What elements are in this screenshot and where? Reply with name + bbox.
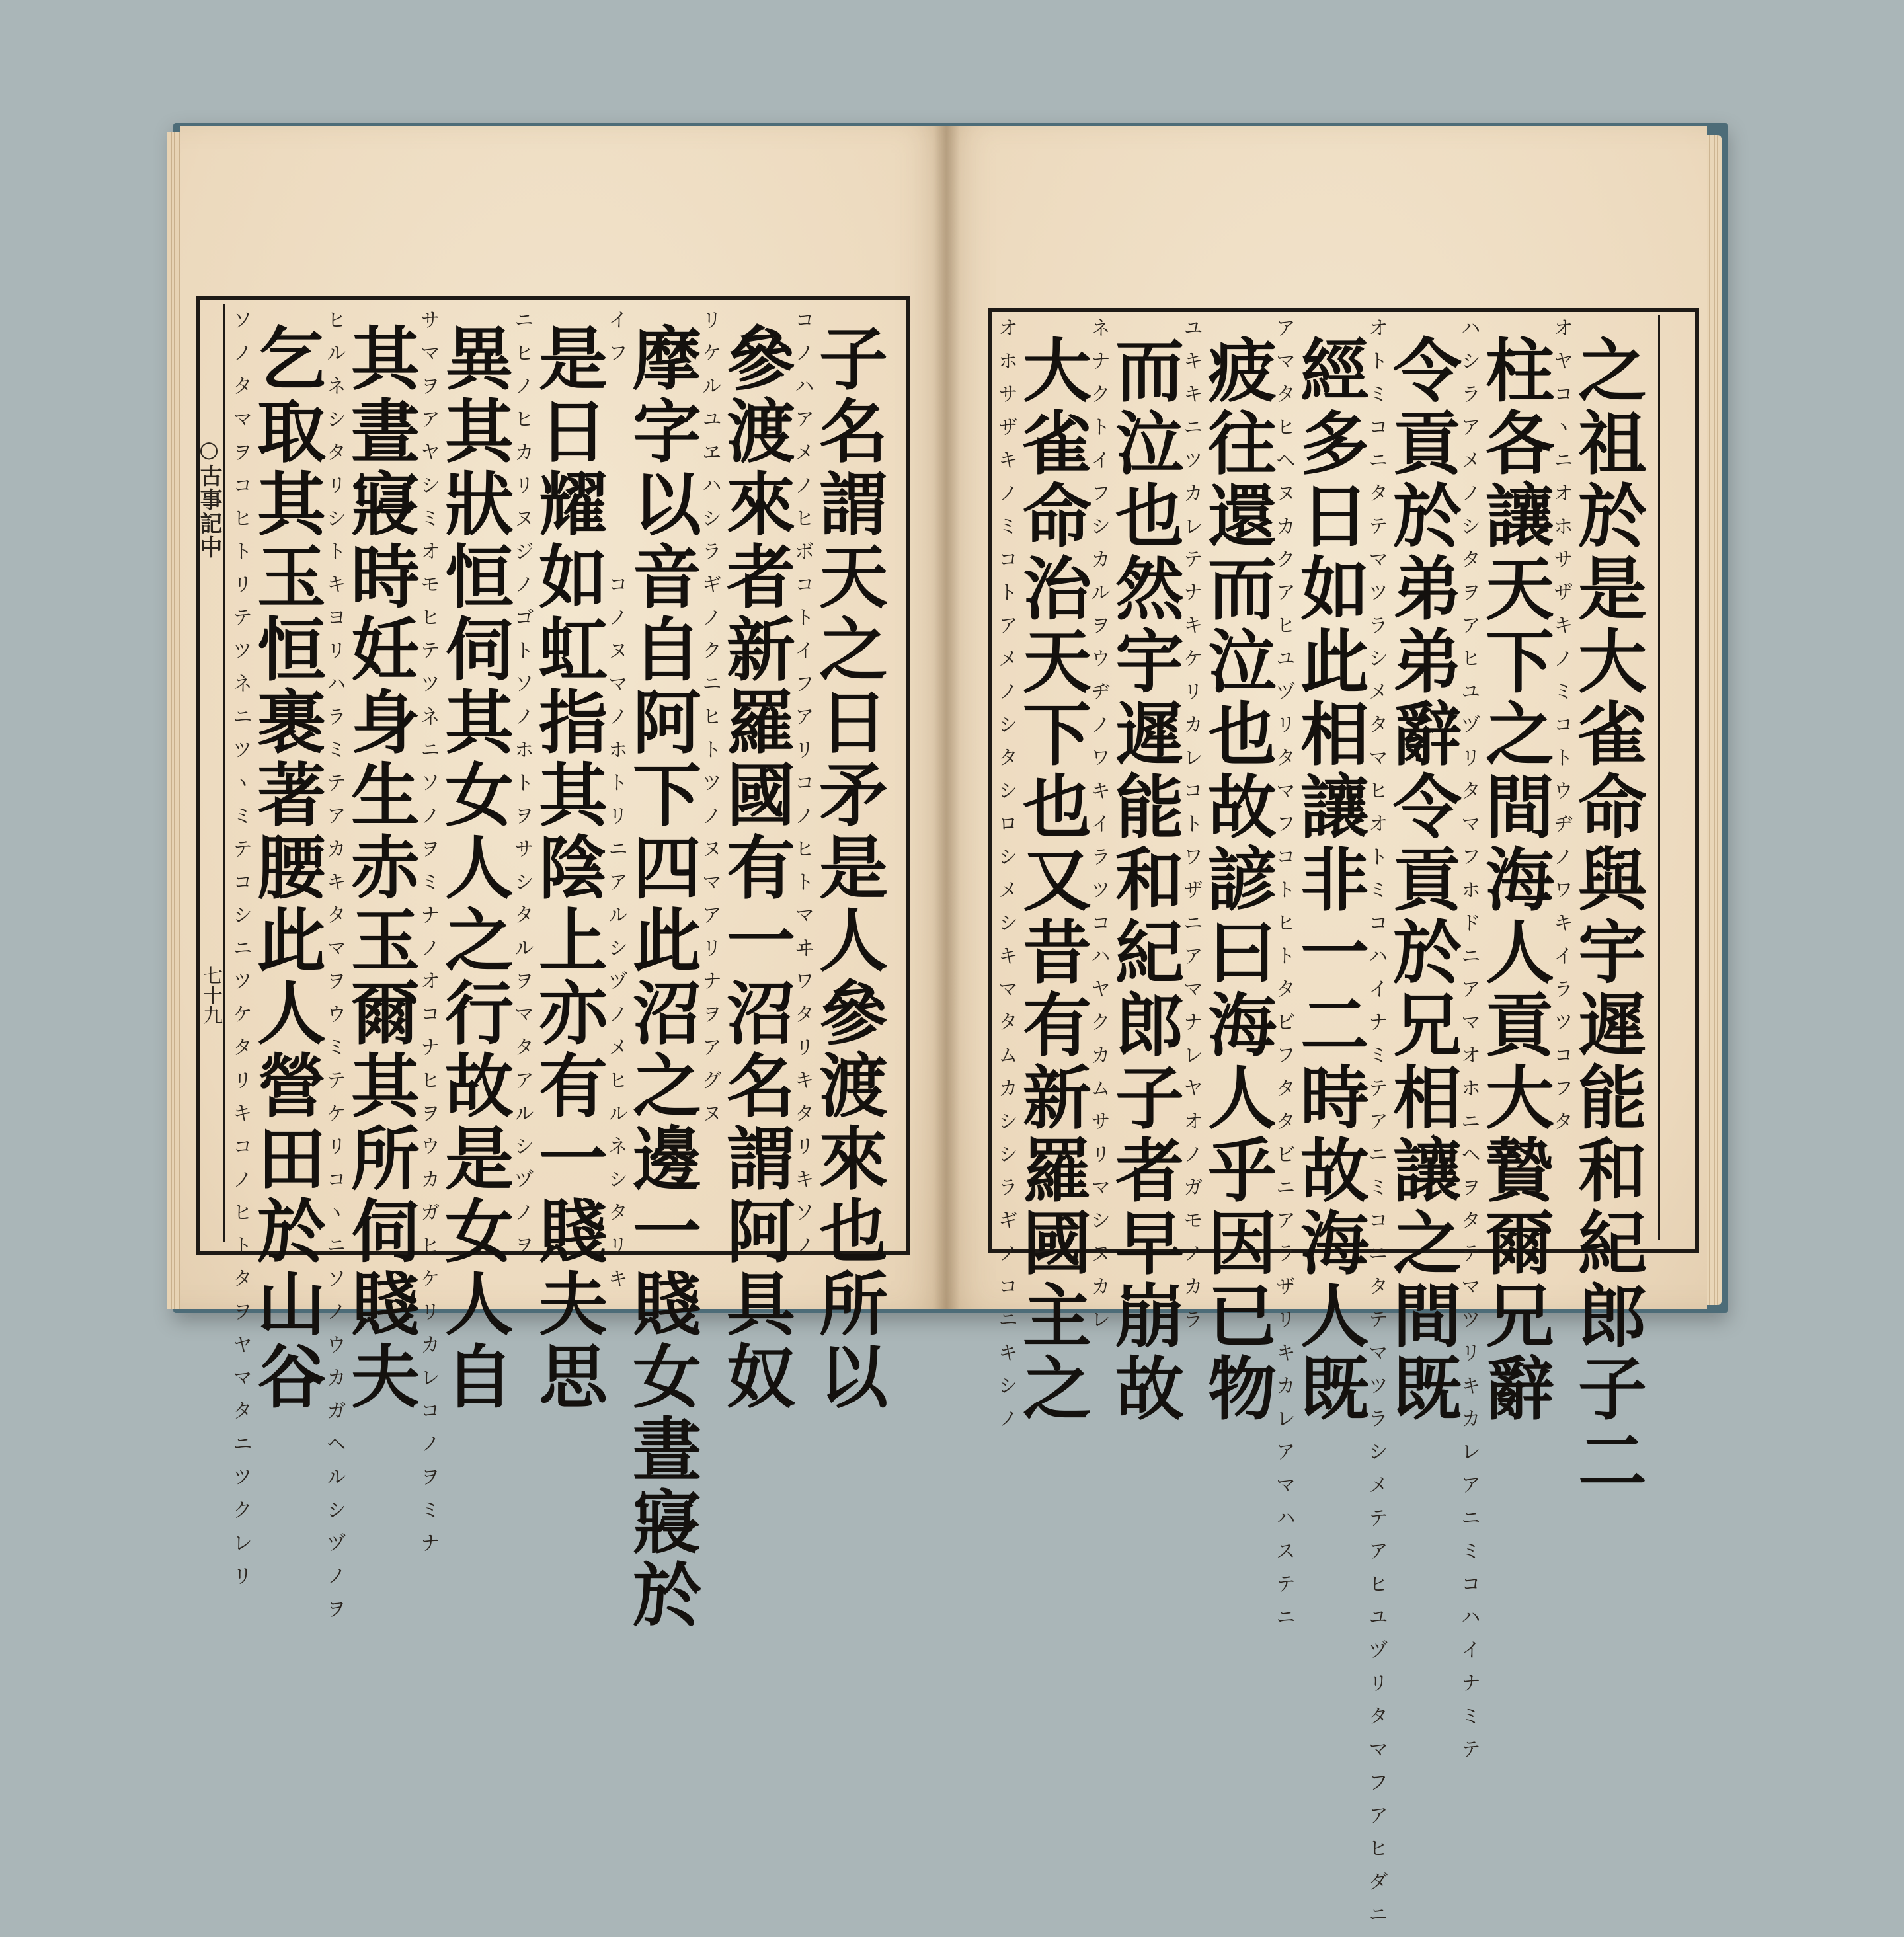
right-column-4: 經多日如此相讓非一二時故海人既 (1289, 335, 1370, 1425)
left-ruby-5: サマヲアヤシミオモヒテツネニソノヲミナノオコナヒヲウカガヒケリカレコノヲミナ (416, 309, 440, 1565)
left-column-6: 其晝寢時妊身生赤玉爾其所伺賤夫 (339, 323, 420, 1413)
right-column-1: 之祖於是大雀命與宇遲能和紀郎子二 (1566, 335, 1647, 1498)
right-column-3: 令貢於弟弟辭令貢於兄相讓之間既 (1381, 335, 1462, 1425)
right-margin-rule (1658, 315, 1660, 1240)
left-ruby-1: コノハアメノヒボコトイフアリコノヒトマヰワタリキタリキソノ (791, 309, 814, 1268)
left-ruby-6: ヒルネシタリシトキヨリハラミテアカキタマヲウミテケリコヽニソノウカガヘルシヅノヲ (323, 309, 346, 1632)
left-ruby-2: リケルユヱハシラギノクニヒトツノヌマアリナヲアグヌ (698, 309, 721, 1136)
right-ruby-4: アマタヒヘヌカクアヒユヅリタマフコトヒトタビフタタビニアラザリキカレアマハステニ (1272, 317, 1295, 1640)
left-column-4: 是日耀如虹指其陰上亦有一賤夫思 (527, 323, 608, 1413)
right-ruby-7: オホサザキノミコトアメノシタシロシメシキマタムカシシラギノコニキシノ (994, 317, 1017, 1441)
left-ruby-4: ニヒノヒカリヌジノゴトソノホトヲサシタルヲマタアルシヅノヲ (510, 309, 534, 1268)
left-ruby-3: イフ コノヌマノホトリニアルシヅノメヒルネシタリキ (604, 309, 627, 1301)
left-column-7: 乞取其玉恒裹著腰此人營田於山谷 (245, 323, 327, 1413)
left-ruby-7: ソノタマヲコヒトリテツネニツヽミテコシニツケタリキコノヒトタヲヤマタニツクレリ (229, 309, 252, 1599)
right-column-7: 大雀命治天下也又昔有新羅國主之 (1011, 335, 1092, 1425)
left-column-5: 異其狀恒伺其女人之行故是女人自 (433, 323, 514, 1413)
left-margin-title: ○古事記中 (196, 436, 222, 559)
right-ruby-1: オヤコヽニオホサザキノミコトウヂノワキイラツコフタ (1550, 317, 1573, 1144)
right-column-5: 疲往還而泣也故諺曰海人乎因已物 (1196, 335, 1277, 1425)
gutter (933, 126, 960, 1309)
right-ruby-5: ユキキニツカレテナキケリカレコトワザニアマナレヤオノガモノカラ (1179, 317, 1203, 1342)
right-column-2: 柱各讓天下之間海人貢大贄爾兄辭 (1474, 335, 1555, 1425)
right-column-6: 而泣也然宇遲能和紀郎子者早崩故 (1103, 335, 1185, 1425)
left-column-3: 摩字以音自阿下四此沼之邊一賤女晝寢於 (621, 323, 702, 1632)
left-column-2: 參渡來者新羅國有一沼名謂阿具奴 (715, 323, 796, 1413)
left-folio: 七十九 (199, 965, 222, 1025)
right-ruby-2: ハシラアメノシタヲアヒユヅリタマフホドニアマオホニヘヲタテマツリキカレアニミコハイナミテ (1457, 317, 1480, 1772)
right-ruby-3: オトミコニタテマツラシメタマヒオトミコハイナミテアニミコニタテマツラシメテアヒユヅリタマフアヒダニ (1365, 317, 1388, 1937)
left-column-1: 子名謂天之日矛是人參渡來也所以 (807, 323, 889, 1413)
right-ruby-6: ネナクトイフシカルヲウヂノワキイラツコハヤクカムサリマシヌカレ (1087, 317, 1110, 1342)
